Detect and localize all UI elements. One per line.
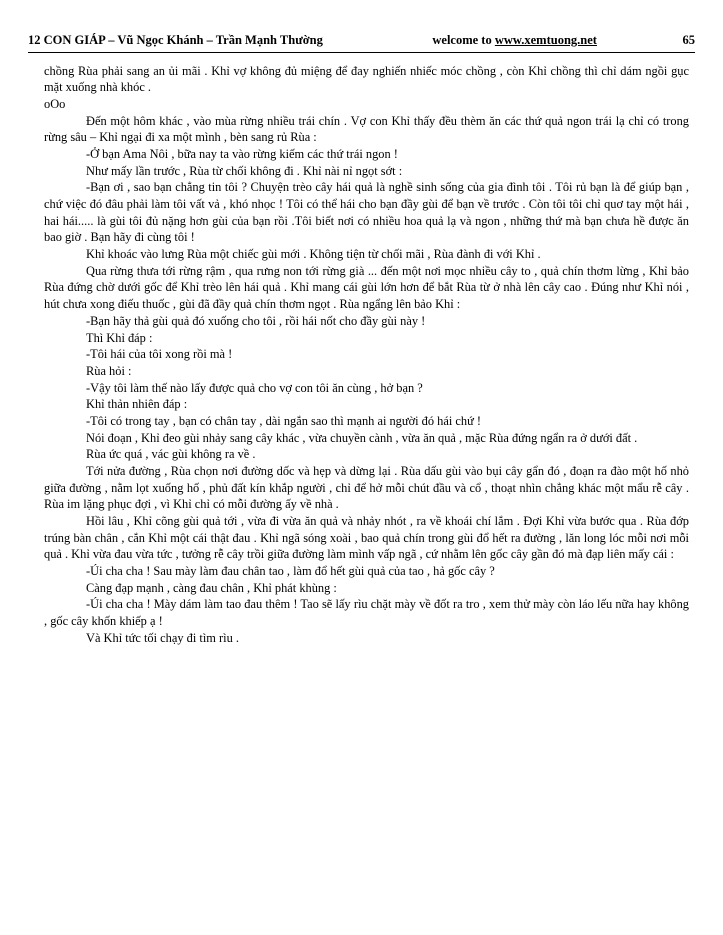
page-number: 65 <box>682 33 695 47</box>
paragraph: Rùa ức quá , vác gùi không ra về . <box>86 447 256 462</box>
paragraph: Như mấy lần trước , Rùa từ chối không đi . Khỉ nài nỉ ngọt sớt : <box>86 163 403 178</box>
paragraph: -Úi cha cha ! Mày dám làm tao đau thêm ! Tao sẽ lấy rìu chặt mày về đốt ra tro , xem thử mày còn láo lếu nữa hay không , gốc cây khốn khiếp ạ ! <box>44 597 689 628</box>
paragraph: -Tôi hái của tôi xong rồi mà ! <box>86 347 233 362</box>
page-header <box>28 34 695 52</box>
paragraph: Thì Khỉ đáp : <box>86 330 153 345</box>
header-website-link[interactable]: www.xemtuong.net <box>494 33 597 47</box>
paragraph: -Bạn ơi , sao bạn chẳng tin tôi ? Chuyện trèo cây hái quả là nghề sinh sống của gia đình tôi . Tôi rủ bạn là để giúp bạn , chứ việc đó đâu phải làm tôi vất vả , khó nhọc ! Tôi có thể hái cho bạn đầy gùi để bạn về trước . Còn tôi tôi chỉ quơ tay một hái , hai hái..... là gùi tôi đủ nặng hơn gùi của bạn rồi .Tôi biết nơi có nhiều hoa quả lạ và ngon , những thứ mà bạn chưa hề được ăn bao giờ . Bạn hãy đi cùng tôi ! <box>44 180 689 245</box>
paragraph: chồng Rùa phải sang an ủi mãi . Khỉ vợ không đủ miệng để đay nghiến nhiếc móc chồng , còn Khỉ chồng thì chỉ dám ngồi gục mặt xuống nhà khóc . <box>44 63 689 95</box>
paragraph: Hồi lâu , Khỉ cõng gùi quả tới , vừa đi vừa ăn quả và nhảy nhót , ra về khoái chí lắm . Đợi Khỉ vừa bước qua . Rùa đớp trúng bàn chân , cắn Khỉ một cái thật đau . Khỉ ngã sóng xoài , bao quả chín trong gùi đổ hết ra đường , lăn long lóc mỗi nơi mỗi quả . Khỉ vừa đau vừa tức , tưởng rễ cây trồi giữa đường làm mình vấp ngã , cứ nhằm lên gốc cây gần đó mà đạp liên mấy cái : <box>44 513 689 562</box>
paragraph: -Ở bạn Ama Nôi , bữa nay ta vào rừng kiếm các thứ trái ngon ! <box>86 147 398 162</box>
paragraph: Và Khỉ tức tối chạy đi tìm rìu . <box>86 630 239 645</box>
paragraph: Khỉ thản nhiên đáp : <box>86 397 188 412</box>
paragraph: -Vậy tôi làm thế nào lấy được quả cho vợ con tôi ăn cùng , hở bạn ? <box>86 380 423 395</box>
header-welcome <box>323 34 673 48</box>
paragraph: Qua rừng thưa tới rừng rậm , qua rưng non tới rừng già ... đến một nơi mọc nhiều cây to , quả chín thơm lừng , Khỉ bảo Rùa đứng chờ dưới gốc để Khỉ trèo lên hái quả . Khỉ mang cái gùi lớn hơn để bắt Rùa từ ở nhà lên cây cao . Đúng như Khỉ nói , hút chưa xong điếu thuốc , gùi đã đầy quả chín thơm ngọt . Rùa ngẩng lên bảo Khỉ : <box>44 263 689 312</box>
paragraph: -Bạn hãy thả gùi quả đó xuống cho tôi , rồi hái nốt cho đầy gùi này ! <box>86 313 426 328</box>
paragraph: -Úi cha cha ! Sau mày làm đau chân tao , làm đổ hết gùi quả của tao , hả gốc cây ? <box>86 563 495 578</box>
paragraph: Nói đoạn , Khỉ đeo gùi nhảy sang cây khác , vừa chuyền cành , vừa ăn quả , mặc Rùa đứng ngẩn ra ở dưới đất . <box>86 430 638 445</box>
body-text <box>28 63 695 647</box>
header-divider <box>28 52 695 53</box>
paragraph: Rùa hỏi : <box>86 363 132 378</box>
header-welcome-prefix: welcome to <box>432 33 495 47</box>
paragraph: Đến một hôm khác , vào mùa rừng nhiều trái chín . Vợ con Khỉ thấy đều thèm ăn các thứ quả ngon trái lạ chỉ có trong rừng sâu – Khỉ ngại đi xa một mình , bèn sang rủ Rùa : <box>44 113 689 145</box>
paragraph: Tới nửa đường , Rùa chọn nơi đường dốc và hẹp và dừng lại . Rùa dấu gùi vào bụi cây gẩn đó , đoạn ra đào một hố nhỏ giữa đường , nằm lọt xuống hố , phủ đất kín khắp người , chỉ để hở mỗi chút đầu và cổ , thoạt nhìn chẳng khác một mẩu rễ cây . Rùa im lặng phục đợi , vì Khỉ chỉ có mỗi đường ấy về nhà . <box>44 463 689 512</box>
paragraph: Càng đạp mạnh , càng đau chân , Khỉ phát khùng : <box>86 580 337 595</box>
header-book-title: 12 CON GIÁP – Vũ Ngọc Khánh – Trần Mạnh Thường <box>28 33 323 47</box>
paragraph: -Tôi có trong tay , bạn có chân tay , dài ngắn sao thì mạnh ai người đó hái chứ ! <box>86 413 482 428</box>
paragraph: Khỉ khoác vào lưng Rùa một chiếc gùi mới . Không tiện từ chối mãi , Rùa đành đi với Khỉ . <box>86 247 541 262</box>
paragraph: oOo <box>44 97 66 112</box>
